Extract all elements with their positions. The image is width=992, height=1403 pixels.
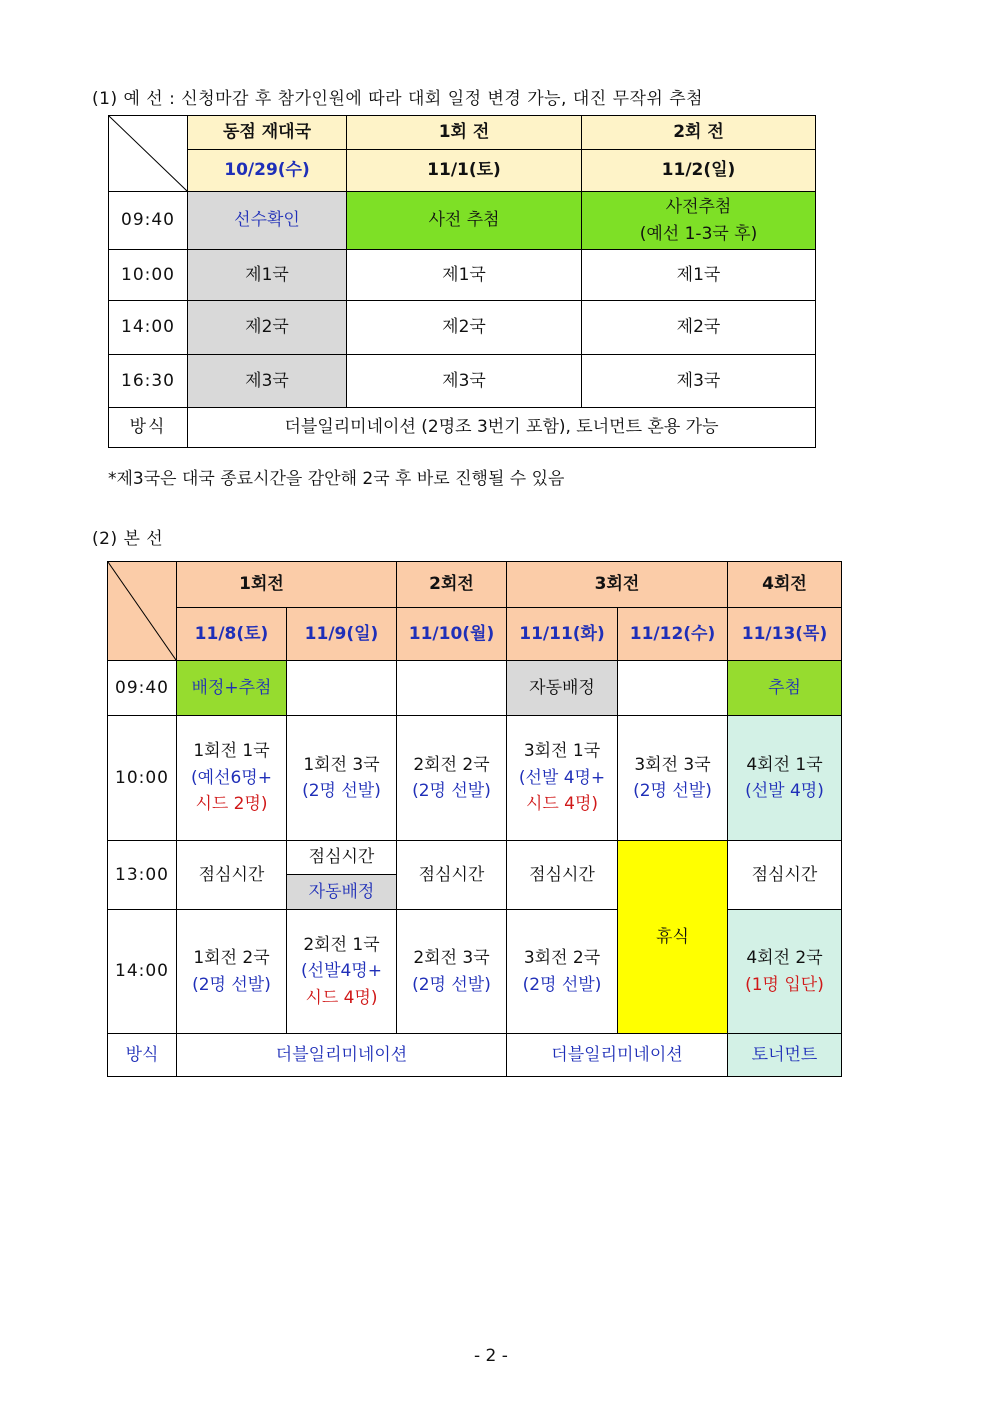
date-round1: 11/1(토): [347, 150, 582, 192]
lunch-cell: 점심시간: [397, 841, 507, 910]
game-cell: [177, 716, 287, 841]
game-title: 3회전 3국: [634, 754, 711, 775]
main-schedule-table: [107, 561, 842, 1077]
game-detail: 시드 4명): [525, 794, 599, 815]
time-label: 13:00: [108, 841, 177, 910]
game-cell: [618, 716, 728, 841]
game-title: 1회전 1국: [193, 741, 270, 762]
game-title: 3회전 1국: [523, 741, 601, 762]
date-cell: 11/10(월): [397, 608, 507, 661]
method-double-elim: 더블일리미네이션: [507, 1034, 728, 1077]
time-label: 10:00: [109, 250, 188, 301]
game-cell: 제1국: [347, 250, 582, 301]
rest-cell: 휴식: [618, 841, 728, 1034]
game-cell: [728, 716, 842, 841]
auto-assign-cell: 자동배정: [507, 661, 618, 716]
time-label: 14:00: [109, 301, 188, 355]
game-cell: [287, 910, 397, 1034]
game-cell: [507, 716, 618, 841]
game-detail: (선발 4명+: [518, 767, 606, 788]
game-title: 1회전 2국: [193, 948, 270, 969]
game-title: 4회전 2국: [746, 948, 823, 969]
method-label: 방식: [109, 408, 188, 448]
game-title: 2회전 1국: [303, 934, 380, 955]
assign-draw-cell: 배정+추첨: [177, 661, 287, 716]
game-detail: (2명 선발): [412, 781, 491, 801]
game-cell: [177, 910, 287, 1034]
game-cell: 제3국: [582, 355, 816, 408]
section1-note: *제3국은 대국 종료시간을 감안해 2국 후 바로 진행될 수 있음: [108, 469, 565, 489]
date-cell: 11/8(토): [177, 608, 287, 661]
preliminary-schedule-table: [108, 115, 816, 448]
method-label: 방식: [108, 1034, 177, 1077]
corner-diagonal-cell: [108, 562, 177, 661]
time-label: 09:40: [109, 192, 188, 250]
game-cell: 제3국: [188, 355, 347, 408]
round-header-2: 2회전: [397, 562, 507, 608]
corner-diagonal-cell: [109, 116, 188, 192]
game-title: 2회전 2국: [413, 754, 490, 775]
date-tiebreak: 10/29(수): [188, 150, 347, 192]
game-detail: (2명 선발): [192, 974, 271, 995]
time-label: 16:30: [109, 355, 188, 408]
game-cell: 제2국: [188, 301, 347, 355]
draw-cell: 추첨: [728, 661, 842, 716]
game-cell: 제2국: [582, 301, 816, 355]
lunch-cell: 점심시간: [507, 841, 618, 910]
date-cell: 11/11(화): [507, 608, 618, 661]
column-header-round1: 1회 전: [347, 116, 582, 150]
game-detail: (2명 선발): [412, 974, 491, 995]
game-cell: [507, 910, 618, 1034]
game-cell: [287, 716, 397, 841]
time-label: 09:40: [108, 661, 177, 716]
round-header-3: 3회전: [507, 562, 728, 608]
method-double-elim: 더블일리미네이션: [177, 1034, 507, 1077]
game-title: 4회전 1국: [746, 754, 823, 775]
game-cell: [728, 910, 842, 1034]
game-cell: [397, 910, 507, 1034]
round-header-1: 1회전: [177, 562, 397, 608]
game-cell: 제2국: [347, 301, 582, 355]
method-tournament: 토너먼트: [728, 1034, 842, 1077]
game-detail: (2명 선발): [633, 781, 712, 801]
date-round2: 11/2(일): [582, 150, 816, 192]
game-detail: 시드 2명): [195, 794, 268, 815]
method-text: 더블일리미네이션 (2명조 3번기 포함), 토너먼트 혼용 가능: [188, 408, 816, 448]
auto-assign-cell: 자동배정: [287, 875, 397, 910]
game-title: 1회전 3국: [303, 754, 380, 775]
date-cell: 11/9(일): [287, 608, 397, 661]
lunch-cell: 점심시간: [287, 841, 397, 875]
game-detail: (선발4명+: [301, 961, 382, 982]
game-detail: (선발 4명): [745, 781, 824, 801]
date-cell: 11/12(수): [618, 608, 728, 661]
time-label: 14:00: [108, 910, 177, 1034]
pre-draw-after-cell: [582, 192, 816, 250]
round-header-4: 4회전: [728, 562, 842, 608]
column-header-tiebreak: 동점 재대국: [188, 116, 347, 150]
section1-heading: (1) 예 선 : 신청마감 후 참가인원에 따라 대회 일정 변경 가능, 대진 무작위 추첨: [92, 89, 704, 109]
column-header-round2: 2회 전: [582, 116, 816, 150]
game-cell: 제1국: [188, 250, 347, 301]
game-detail: (1명 입단): [745, 974, 824, 995]
empty-cell: [287, 661, 397, 716]
section2-heading: (2) 본 선: [92, 529, 164, 549]
page-number: - 2 -: [474, 1346, 508, 1366]
game-detail: (2명 선발): [302, 781, 381, 801]
game-detail: 시드 4명): [305, 987, 378, 1008]
game-cell: 제3국: [347, 355, 582, 408]
game-cell: [397, 716, 507, 841]
empty-cell: [397, 661, 507, 716]
pre-draw-line1: 사전추첨: [665, 197, 732, 218]
empty-cell: [618, 661, 728, 716]
pre-draw-line2: (예선 1-3국 후): [639, 223, 758, 244]
game-detail: (2명 선발): [522, 974, 602, 995]
game-title: 3회전 2국: [523, 948, 601, 969]
player-check-cell: 선수확인: [188, 192, 347, 250]
game-title: 2회전 3국: [413, 948, 490, 969]
date-cell: 11/13(목): [728, 608, 842, 661]
lunch-cell: 점심시간: [177, 841, 287, 910]
time-label: 10:00: [108, 716, 177, 841]
game-cell: 제1국: [582, 250, 816, 301]
pre-draw-cell: 사전 추첨: [347, 192, 582, 250]
lunch-cell: 점심시간: [728, 841, 842, 910]
game-detail: (예선6명+: [191, 767, 272, 788]
